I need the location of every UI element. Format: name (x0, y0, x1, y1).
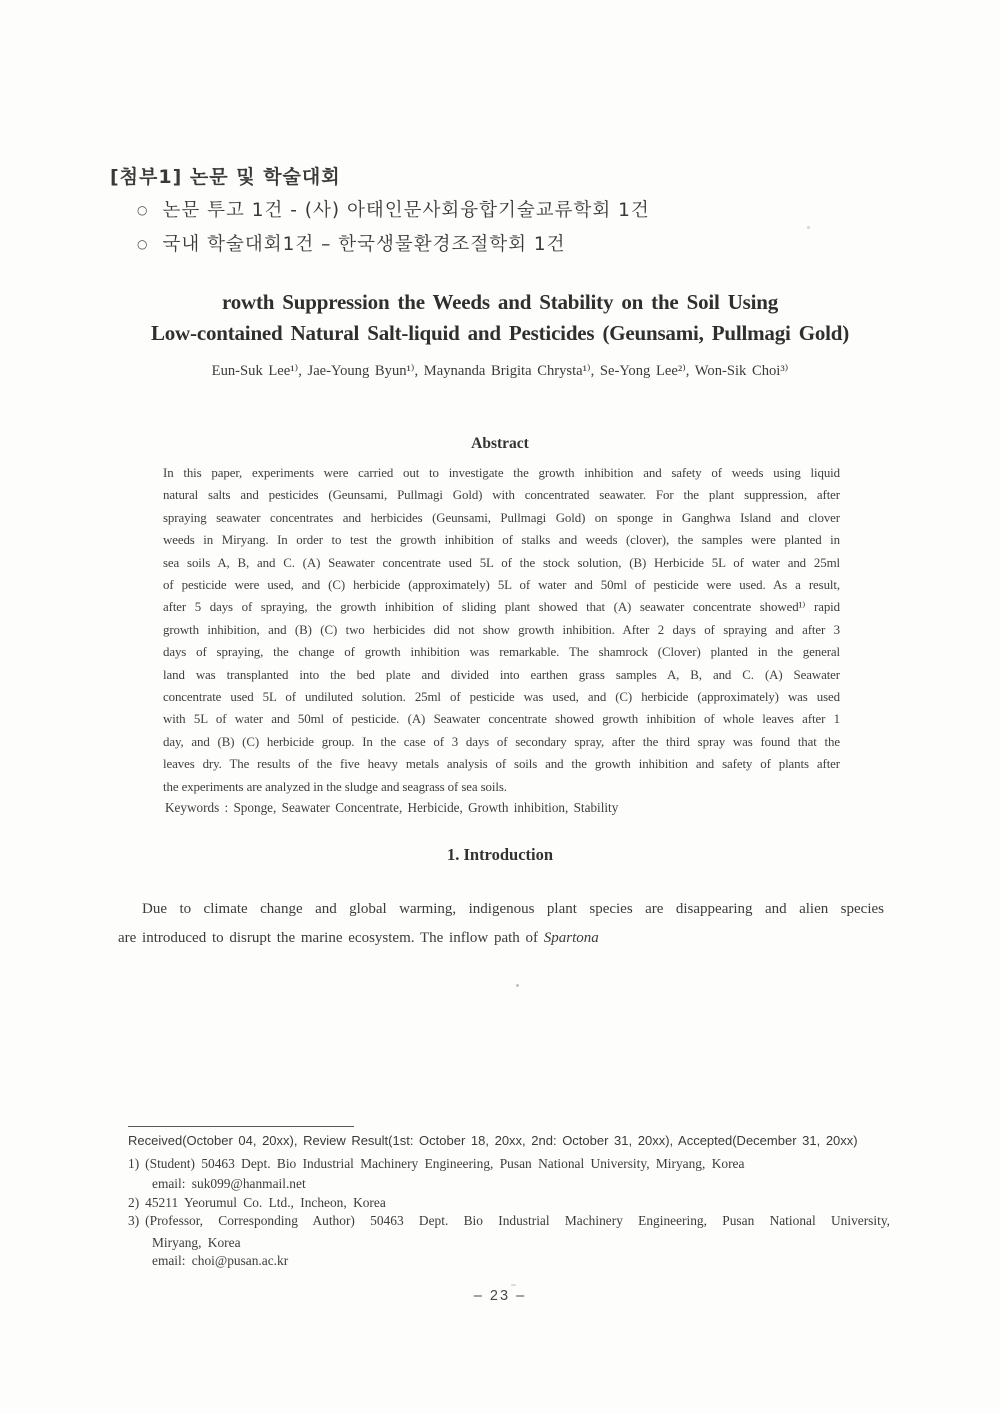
paper-title-line1: rowth Suppression the Weeds and Stability on the Soil Using (221, 290, 779, 314)
footnote-3 (128, 1213, 890, 1229)
attachment-item (137, 196, 650, 222)
scan-speck (511, 1284, 516, 1286)
footnote-marker: 2) (128, 1195, 140, 1210)
abstract-line: after 5 days of spraying, the growth inhibition of sliding plant showed that (A) seawater concentrate showed¹⁾ rapid (163, 600, 840, 615)
abstract-line: spraying seawater concentrates and herbicides (Geunsami, Pullmagi Gold) on sponge in Ganghwa Island and clover (163, 510, 840, 525)
introduction-line: Due to climate change and global warming, indigenous plant species are disappearing and alien species (142, 901, 884, 917)
scan-speck (516, 984, 519, 987)
footnote-text: 45211 Yeorumul Co. Ltd., Incheon, Korea (145, 1195, 386, 1210)
footnote-1 (128, 1156, 744, 1172)
footnote-marker: 3) (128, 1213, 140, 1228)
footnote-text: (Professor, Corresponding Author) 50463 Dept. Bio Industrial Machinery Engineering, Pusan National University, (145, 1213, 890, 1228)
attachment-item (137, 230, 565, 256)
abstract-heading: Abstract (471, 435, 529, 452)
abstract-line: land was transplanted into the bed plate and divided into earthen grass samples A, B, and C. (A) Seawater (163, 667, 840, 682)
abstract-line: sea soils A, B, and C. (A) Seawater concentrate used 5L of the stock solution, (B) Herbicide 5L of water and 25ml (163, 555, 840, 570)
abstract-line: with 5L of water and 50ml of pesticide. (A) Seawater concentrate showed growth inhibition of whole leaves after 1 (163, 712, 840, 727)
circle-bullet-icon: ○ (137, 203, 149, 217)
abstract-body (163, 462, 840, 798)
attachment-item-text: 국내 학술대회1건 – 한국생물환경조절학회 1건 (162, 234, 566, 255)
footnote-marker: 1) (128, 1156, 140, 1171)
footnote-1-email: email: suk099@hanmail.net (152, 1176, 306, 1191)
attachment-item-text: 논문 투고 1건 - (사) 아태인문사회융합기술교류학회 1건 (162, 200, 650, 221)
author-line: Eun-Suk Lee¹⁾, Jae-Young Byun¹⁾, Maynanda Brigita Chrysta¹⁾, Se-Yong Lee²⁾, Won-Sik Choi³⁾ (211, 363, 789, 379)
page-number: – 23 – (473, 1288, 527, 1304)
introduction-paragraph (118, 895, 884, 953)
abstract-line: In this paper, experiments were carried out to investigate the growth inhibition and safety of weeds using liquid (163, 466, 840, 480)
abstract-line: the experiments are analyzed in the sludge and seagrass of sea soils. (163, 779, 507, 794)
footnote-text: (Student) 50463 Dept. Bio Industrial Machinery Engineering, Pusan National University, Miryang, Korea (145, 1156, 745, 1171)
scan-speck (807, 226, 810, 229)
abstract-line: growth inhibition, and (B) (C) two herbicides did not show growth inhibition. After 2 days of spraying and after 3 (163, 622, 840, 637)
footnote-2 (128, 1195, 386, 1211)
introduction-heading: 1. Introduction (446, 845, 554, 864)
abstract-line: concentrate used 5L of undiluted solution. 25ml of pesticide was used, and (C) herbicide (approximately) was used (163, 690, 840, 705)
abstract-line: natural salts and pesticides (Geunsami, Pullmagi Gold) with concentrated seawater. For the plant suppression, after (163, 488, 840, 503)
paper-title-line2: Low-contained Natural Salt-liquid and Pesticides (Geunsami, Pullmagi Gold) (150, 321, 850, 345)
abstract-line: day, and (B) (C) herbicide group. In the case of 3 days of secondary spray, after the third spray was found that the (163, 734, 840, 749)
introduction-line (118, 924, 884, 953)
abstract-line: leaves dry. The results of the five heavy metals analysis of soils and the growth inhibition and safety of plants after (163, 757, 840, 772)
footnote-divider (128, 1126, 354, 1127)
abstract-line: days of spraying, the change of growth inhibition was remarkable. The shamrock (Clover) planted in the general (163, 645, 840, 660)
keywords-line: Keywords : Sponge, Seawater Concentrate, Herbicide, Growth inhibition, Stability (165, 800, 619, 815)
received-dates-line: Received(October 04, 20xx), Review Result(1st: October 18, 20xx, 2nd: October 31, 20xx), Accepted(December 31, 20xx) (128, 1133, 858, 1148)
abstract-line: of pesticide were used, and (C) herbicide (approximately) 5L of water and 50ml of pesticide were used. As a result, (163, 578, 840, 593)
footnote-3-continued: Miryang, Korea (152, 1235, 241, 1250)
introduction-line-text: are introduced to disrupt the marine ecosystem. The inflow path of (118, 930, 544, 946)
abstract-line: weeds in Miryang. In order to test the growth inhibition of stalks and weeds (clover), the samples were planted in (163, 533, 840, 548)
footnote-3-email: email: choi@pusan.ac.kr (152, 1253, 289, 1268)
attachment-heading: [첨부1] 논문 및 학술대회 (110, 166, 341, 188)
species-name-italic: Spartona (543, 930, 599, 946)
circle-bullet-icon: ○ (137, 237, 149, 251)
